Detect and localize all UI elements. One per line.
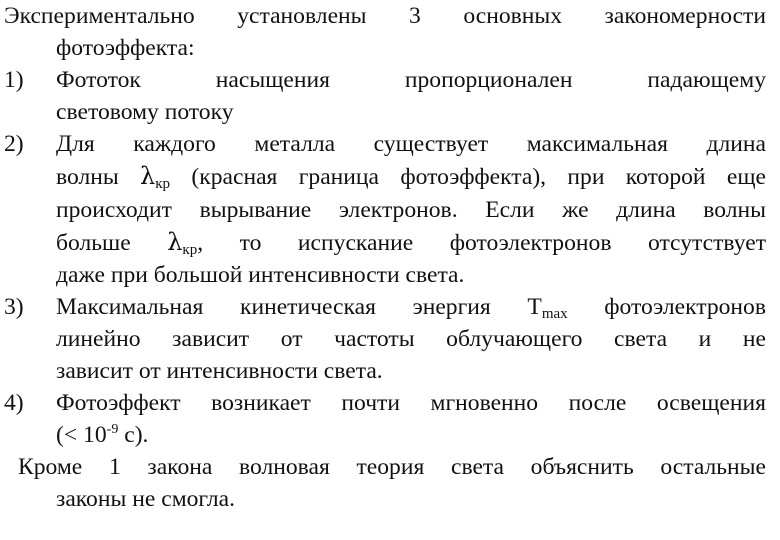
intro-line-1: Экспериментально установлены 3 основных закономерности xyxy=(4,3,766,29)
intro-paragraph xyxy=(4,0,766,64)
law-item-2 xyxy=(4,128,766,290)
lambda-subscript-2: кр xyxy=(182,241,198,258)
law-2-line-4-after: , то испускание фотоэлектронов отсутствует xyxy=(197,229,767,256)
law-number-4: 4) xyxy=(4,390,24,417)
law-4-line-2-before: (< 10 xyxy=(56,422,107,449)
law-item-1 xyxy=(4,64,766,128)
law-number-2: 2) xyxy=(4,131,24,158)
law-3-line-1-before: Максимальная кинетическая энергия xyxy=(56,293,528,320)
law-number-1: 1) xyxy=(4,67,24,94)
lambda-subscript: кр xyxy=(155,176,171,193)
law-2-line-2-before: волны xyxy=(56,164,141,191)
law-4-line-2 xyxy=(56,419,766,451)
law-2-line-4-before: больше xyxy=(56,229,168,256)
law-1-line-2: световому потоку xyxy=(56,99,234,126)
law-item-3 xyxy=(4,291,766,387)
law-1-line-1: Фототок насыщения пропорционален падающему xyxy=(56,67,766,94)
outro-paragraph xyxy=(4,451,766,515)
outro-line-1: Кроме 1 закона волновая теория света объяснить остальные xyxy=(18,454,766,481)
law-2-line-4 xyxy=(56,226,766,259)
t-symbol: T xyxy=(527,293,542,320)
law-4-line-2-after: с). xyxy=(118,422,149,449)
law-2-line-5: даже при большой интенсивности света. xyxy=(56,261,465,288)
t-subscript: max xyxy=(541,305,568,322)
law-4-line-1: Фотоэффект возникает почти мгновенно после освещения xyxy=(56,390,766,417)
lambda-symbol: λ xyxy=(140,162,156,191)
law-3-line-1 xyxy=(56,291,766,323)
law-2-line-1: Для каждого металла существует максимальная длина xyxy=(56,131,766,158)
law-3-line-2: линейно зависит от частоты облучающего света и не xyxy=(56,325,766,352)
intro-line-2: фотоэффекта: xyxy=(56,35,195,62)
law-3-line-1-after: фотоэлектронов xyxy=(567,293,766,320)
law-2-line-3: происходит вырывание электронов. Если же длина волны xyxy=(56,196,766,223)
law-2-line-2-after: (красная граница фотоэффекта), при которой еще xyxy=(170,164,766,191)
exponent: -9 xyxy=(106,422,119,438)
lambda-symbol-2: λ xyxy=(167,227,183,256)
outro-line-2: законы не смогла. xyxy=(56,486,236,513)
law-2-line-2 xyxy=(56,160,766,193)
law-3-line-3: зависит от интенсивности света. xyxy=(56,358,383,385)
law-number-3: 3) xyxy=(4,293,24,320)
law-item-4 xyxy=(4,387,766,451)
